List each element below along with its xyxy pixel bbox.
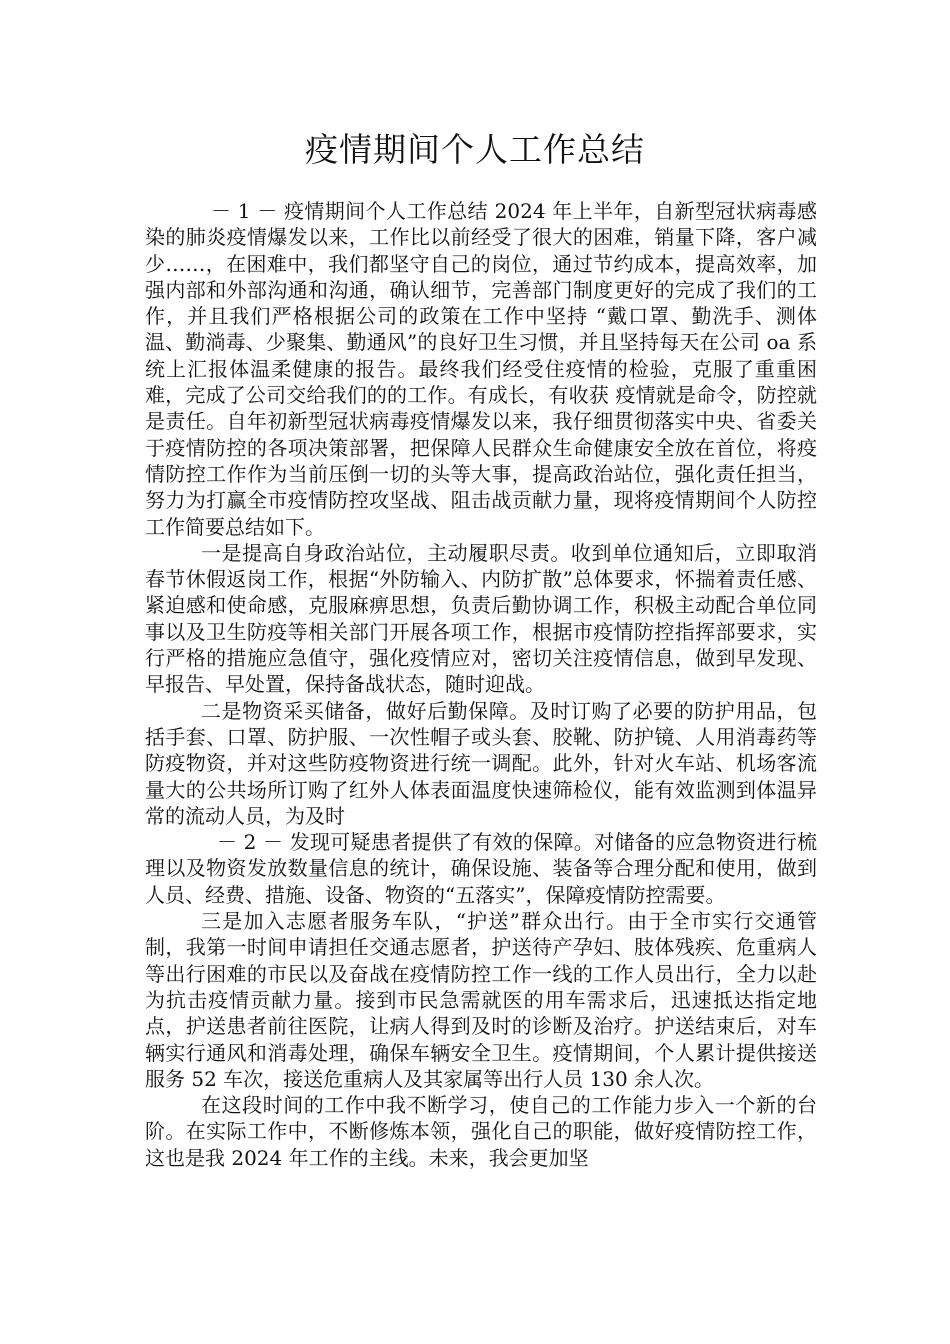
paragraph-volunteer: 三是加入志愿者服务车队，“护送”群众出行。由于全市实行交通管制，我第一时间申请担任交通志愿者，护送待产孕妇、肢体残疾、危重病人等出行困难的市民以及奋战在疫情防控工作一线的工作人员出行，全力以赴为抗击疫情贡献力量。接到市民急需就医的用车需求后，迅速抵达指定地点，护送患者前往医院，让病人得到及时的诊断及治疗。护送结束后，对车辆实行通风和消毒处理，确保车辆安全卫生。疫情期间，个人累计提供接送服务 52 车次，接送危重病人及其家属等出行人员 130 余人次。 <box>145 909 817 1091</box>
paragraph-political-stance: 一是提高自身政治站位，主动履职尽责。收到单位通知后，立即取消春节休假返岗工作，根据“外防输入、内防扩散”总体要求，怀揣着责任感、紧迫感和使命感，克服麻痹思想，负责后勤协调工作，积极主动配合单位同事以及卫生防疫等相关部门开展各项工作，根据市疫情防控指挥部要求，实行严格的措施应急值守，强化疫情应对，密切关注疫情信息，做到早发现、早报告、早处置，保持备战状态，随时迎战。 <box>145 540 817 697</box>
paragraph-supplies-continued: － 2 － 发现可疑患者提供了有效的保障。对储备的应急物资进行梳理以及物资发放数量信息的统计，确保设施、装备等合理分配和使用，做到人员、经费、措施、设备、物资的“五落实”，保障疫情防控需要。 <box>145 830 817 907</box>
paragraph-intro: － 1 － 疫情期间个人工作总结 2024 年上半年，自新型冠状病毒感染的肺炎疫情爆发以来，工作比以前经受了很大的困难，销量下降，客户减少……，在困难中，我们都坚守自己的岗位，通过节约成本，提高效率，加强内部和外部沟通和沟通，确认细节，完善部门制度更好的完成了我们的工作，并且我们严格根据公司的政策在工作中坚持 “戴口罩、勤洗手、测体温、勤淌毒、少聚集、勤通风”的良好卫生习惯，并且坚持每天在公司 oa 系统上汇报体温柔健康的报告。最终我们经受住疫情的检验，克服了重重困难，完成了公司交给我们的的工作。有成长，有收获 疫情就是命令，防控就是责任。自年初新型冠状病毒疫情爆发以来，我仔细贯彻落实中央、省委关于疫情防控的各项决策部署，把保障人民群众生命健康安全放在首位，将疫情防控工作作为当前压倒一切的头等大事，提高政治站位，强化责任担当，努力为打赢全市疫情防控攻坚战、阻击战贡献力量，现将疫情期间个人防控工作简要总结如下。 <box>145 199 817 539</box>
document-title: 疫情期间个人工作总结 <box>305 130 645 169</box>
paragraph-supplies: 二是物资采买储备，做好后勤保障。及时订购了必要的防护用品，包括手套、口罩、防护服、一次性帽子或头套、胶靴、防护镜、人用消毒药等防疫物资，并对这些防疫物资进行统一调配。此外，针对火车站、机场客流量大的公共场所订购了红外人体表面温度快速筛检仪，能有效监测到体温异常的流动人员，为及时 <box>145 698 817 828</box>
paragraph-learning: 在这段时间的工作中我不断学习，使自己的工作能力步入一个新的台阶。在实际工作中，不断修炼本领，强化自己的职能，做好疫情防控工作，这也是我 2024 年工作的主线。未来，我会更加坚 <box>145 1093 817 1170</box>
document-body <box>145 198 817 1171</box>
